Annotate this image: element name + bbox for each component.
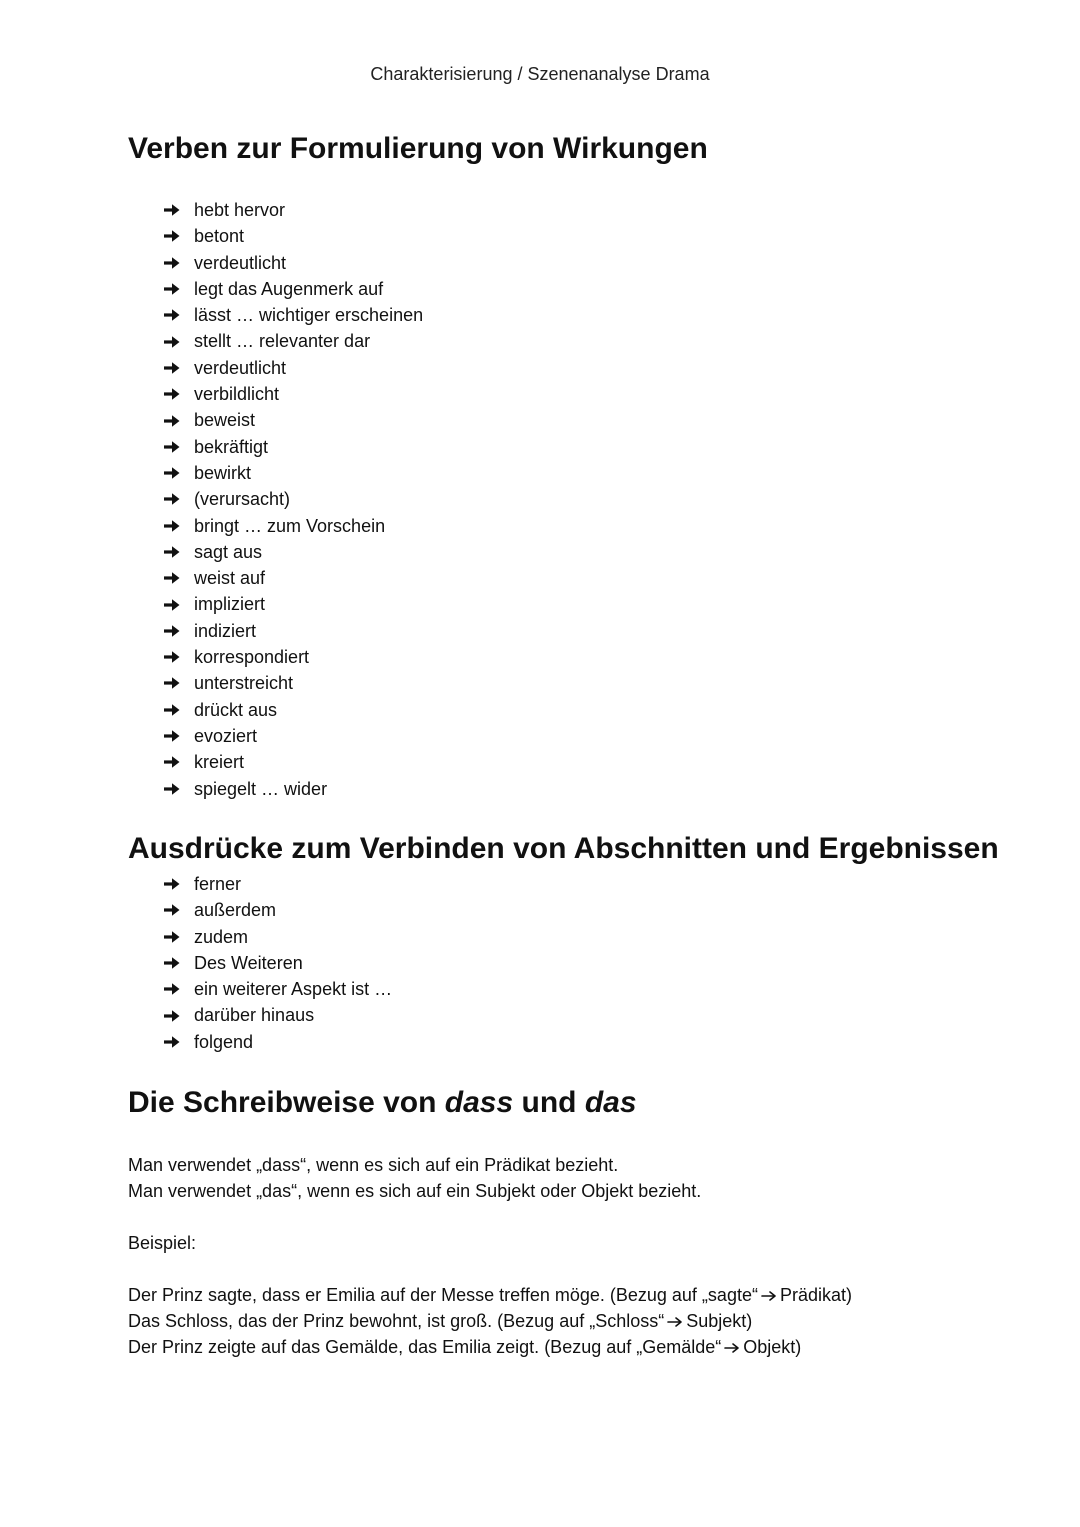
list-item-text: außerdem — [194, 900, 277, 921]
list-item-text: (verursacht) — [194, 489, 291, 510]
list-item — [163, 250, 423, 276]
bold-right-arrow-icon — [163, 463, 194, 483]
list-item-text: kreiert — [194, 752, 245, 773]
bold-right-arrow-icon — [163, 279, 194, 299]
example-target: Subjekt) — [686, 1311, 753, 1331]
bold-right-arrow-icon — [163, 358, 194, 378]
list-item — [163, 539, 423, 565]
list-item-text: weist auf — [194, 568, 266, 589]
list-item — [163, 381, 423, 407]
list-item-text: bringt … zum Vorschein — [194, 515, 386, 536]
right-arrow-icon — [761, 1290, 777, 1302]
example-label: Beispiel: — [128, 1233, 197, 1253]
bold-right-arrow-icon — [163, 900, 194, 920]
list-item — [163, 276, 423, 302]
list-item-text: zudem — [194, 926, 249, 947]
list-item — [163, 1029, 392, 1055]
bold-right-arrow-icon — [163, 647, 194, 667]
right-arrow-icon — [724, 1342, 740, 1354]
bold-right-arrow-icon — [163, 700, 194, 720]
bold-right-arrow-icon — [163, 305, 194, 325]
list-item — [163, 924, 392, 950]
list-item-text: evoziert — [194, 725, 258, 746]
bold-right-arrow-icon — [163, 437, 194, 457]
list-item-text: verbildlicht — [194, 384, 280, 405]
list-item — [163, 328, 423, 354]
verbs-list — [163, 197, 423, 802]
list-item-text: unterstreicht — [194, 673, 294, 694]
bold-right-arrow-icon — [163, 568, 194, 588]
connect-list — [163, 871, 392, 1055]
list-item-text: impliziert — [194, 594, 266, 615]
list-item — [163, 871, 392, 897]
bold-right-arrow-icon — [163, 621, 194, 641]
heading-verbs: Verben zur Formulierung von Wirkungen — [128, 132, 708, 165]
list-item — [163, 407, 423, 433]
list-item — [163, 697, 423, 723]
example-text: Das Schloss, das der Prinz bewohnt, ist groß. (Bezug auf „Schloss“ — [128, 1311, 665, 1331]
heading-connect: Ausdrücke zum Verbinden von Abschnitten und Ergebnissen — [128, 832, 999, 865]
list-item — [163, 565, 423, 591]
list-item — [163, 460, 423, 486]
list-item-text: folgend — [194, 1031, 254, 1052]
list-item — [163, 591, 423, 617]
heading-dass-word2: das — [584, 1086, 637, 1119]
bold-right-arrow-icon — [163, 384, 194, 404]
list-item-text: legt das Augenmerk auf — [194, 278, 384, 299]
heading-dass-mid: und — [513, 1086, 585, 1119]
list-item — [163, 302, 423, 328]
list-item-text: beweist — [194, 410, 256, 431]
list-item — [163, 618, 423, 644]
bold-right-arrow-icon — [163, 595, 194, 615]
list-item — [163, 776, 423, 802]
list-item-text: Des Weiteren — [194, 952, 303, 973]
bold-right-arrow-icon — [163, 874, 194, 894]
rule-das: Man verwendet „das“, wenn es sich auf ein Subjekt oder Objekt bezieht. — [128, 1181, 702, 1201]
bold-right-arrow-icon — [163, 779, 194, 799]
bold-right-arrow-icon — [163, 673, 194, 693]
bold-right-arrow-icon — [163, 979, 194, 999]
list-item-text: bewirkt — [194, 462, 252, 483]
heading-dass-das — [128, 1085, 637, 1121]
list-item — [163, 197, 423, 223]
list-item-text: verdeutlicht — [194, 357, 287, 378]
list-item — [163, 513, 423, 539]
bold-right-arrow-icon — [163, 927, 194, 947]
bold-right-arrow-icon — [163, 1006, 194, 1026]
bold-right-arrow-icon — [163, 226, 194, 246]
list-item-text: sagt aus — [194, 541, 263, 562]
list-item — [163, 486, 423, 512]
example-sentence — [128, 1308, 752, 1334]
list-item-text: bekräftigt — [194, 436, 269, 457]
example-sentence — [128, 1282, 852, 1308]
list-item-text: betont — [194, 226, 245, 247]
list-item-text: hebt hervor — [194, 200, 286, 220]
bold-right-arrow-icon — [163, 489, 194, 509]
bold-right-arrow-icon — [163, 752, 194, 772]
list-item — [163, 434, 423, 460]
bold-right-arrow-icon — [163, 542, 194, 562]
example-sentence — [128, 1334, 801, 1360]
list-item-text: korrespondiert — [194, 647, 310, 668]
list-item — [163, 723, 423, 749]
list-item — [163, 355, 423, 381]
list-item-text: stellt … relevanter dar — [194, 331, 371, 352]
bold-right-arrow-icon — [163, 253, 194, 273]
bold-right-arrow-icon — [163, 200, 194, 220]
bold-right-arrow-icon — [163, 953, 194, 973]
bold-right-arrow-icon — [163, 1032, 194, 1052]
heading-dass-word1: dass — [444, 1086, 514, 1119]
list-item — [163, 976, 392, 1002]
list-item-text: ein weiterer Aspekt ist … — [194, 979, 393, 1000]
right-arrow-icon — [667, 1316, 683, 1328]
list-item — [163, 897, 392, 923]
example-text: Der Prinz zeigte auf das Gemälde, das Emilia zeigt. (Bezug auf „Gemälde“ — [128, 1337, 722, 1357]
rule-dass: Man verwendet „dass“, wenn es sich auf ein Prädikat bezieht. — [128, 1155, 619, 1175]
list-item-text: indiziert — [194, 620, 257, 641]
list-item-text: drückt aus — [194, 699, 278, 720]
example-target: Objekt) — [743, 1337, 802, 1357]
bold-right-arrow-icon — [163, 411, 194, 431]
bold-right-arrow-icon — [163, 726, 194, 746]
example-target: Prädikat) — [779, 1285, 852, 1305]
list-item-text: ferner — [194, 874, 242, 894]
list-item-text: darüber hinaus — [194, 1005, 315, 1026]
list-item — [163, 223, 423, 249]
bold-right-arrow-icon — [163, 516, 194, 536]
list-item — [163, 644, 423, 670]
bold-right-arrow-icon — [163, 332, 194, 352]
list-item — [163, 670, 423, 696]
heading-dass-pre: Die Schreibweise von — [128, 1086, 445, 1119]
list-item-text: spiegelt … wider — [194, 778, 328, 799]
page-header: Charakterisierung / Szenenanalyse Drama — [370, 64, 710, 84]
list-item-text: lässt … wichtiger erscheinen — [194, 305, 424, 326]
list-item — [163, 950, 392, 976]
list-item — [163, 749, 423, 775]
list-item — [163, 1002, 392, 1028]
list-item-text: verdeutlicht — [194, 252, 287, 273]
example-text: Der Prinz sagte, dass er Emilia auf der Messe treffen möge. (Bezug auf „sagte“ — [128, 1285, 758, 1305]
